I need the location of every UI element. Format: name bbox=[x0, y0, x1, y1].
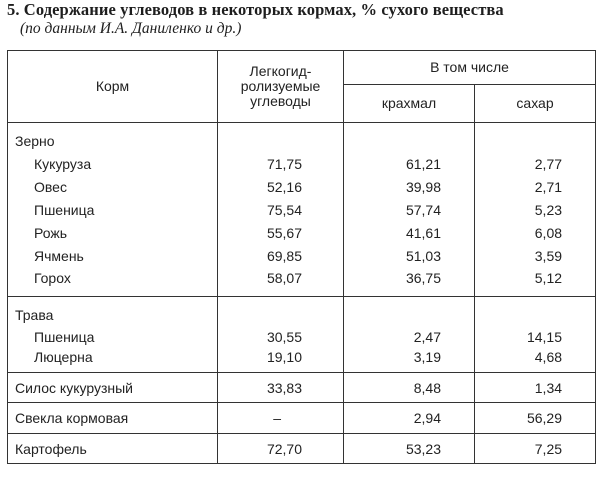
table-title: 5. Содержание углеводов в некоторых кормах, % сухого вещества bbox=[7, 0, 504, 19]
row-sugar: 7,25 bbox=[475, 434, 596, 464]
row-total: 30,55 bbox=[218, 326, 344, 349]
row-name: Люцерна bbox=[8, 349, 218, 373]
row-total: 52,16 bbox=[218, 176, 344, 199]
header-easily-hydrolyzable-line-1: Легкогид- bbox=[249, 63, 312, 79]
row-sugar: 2,71 bbox=[475, 176, 596, 199]
row-name: Пшеница bbox=[34, 329, 95, 345]
row-starch: 61,21 bbox=[344, 153, 475, 176]
row-total: 69,85 bbox=[218, 245, 344, 268]
group-label-grain: Зерно bbox=[15, 132, 55, 149]
group-label-grass: Трава bbox=[15, 306, 54, 323]
group-header-row bbox=[8, 123, 596, 153]
row-sugar: 14,15 bbox=[475, 326, 596, 349]
row-total: 71,75 bbox=[218, 153, 344, 176]
row-name: Кукуруза bbox=[34, 156, 92, 172]
row-name: Силос кукурузный bbox=[8, 373, 218, 403]
row-sugar: 5,23 bbox=[475, 199, 596, 222]
header-sugar: сахар bbox=[475, 85, 596, 123]
row-total: 72,70 bbox=[218, 434, 344, 464]
row-starch: 51,03 bbox=[344, 245, 475, 268]
row-starch: 39,98 bbox=[344, 176, 475, 199]
row-name: Овес bbox=[34, 179, 67, 195]
row-starch: 2,47 bbox=[344, 326, 475, 349]
row-name: Картофель bbox=[8, 434, 218, 464]
row-starch: 8,48 bbox=[344, 373, 475, 403]
row-sugar: 5,12 bbox=[475, 268, 596, 297]
row-name: Пшеница bbox=[34, 202, 95, 218]
row-sugar: 56,29 bbox=[475, 403, 596, 434]
row-name: Горох bbox=[8, 268, 218, 297]
row-starch: 3,19 bbox=[344, 349, 475, 373]
table-row bbox=[8, 373, 596, 403]
table-row bbox=[8, 268, 596, 297]
row-total: 55,67 bbox=[218, 222, 344, 245]
row-name: Ячмень bbox=[34, 248, 84, 264]
row-name: Свекла кормовая bbox=[8, 403, 218, 434]
header-easily-hydrolyzable bbox=[218, 51, 344, 123]
row-sugar: 4,68 bbox=[475, 349, 596, 373]
row-starch: 41,61 bbox=[344, 222, 475, 245]
table-subtitle: (по данным И.А. Даниленко и др.) bbox=[20, 20, 242, 37]
table-row bbox=[8, 245, 596, 268]
table-row bbox=[8, 349, 596, 373]
table-row bbox=[8, 176, 596, 199]
header-easily-hydrolyzable-line-2: ролизуемые bbox=[240, 78, 321, 94]
row-starch: 53,23 bbox=[344, 434, 475, 464]
row-name: Рожь bbox=[34, 225, 68, 241]
table-row bbox=[8, 199, 596, 222]
carbohydrates-table bbox=[7, 50, 596, 464]
row-total: – bbox=[218, 403, 344, 434]
header-starch: крахмал bbox=[344, 85, 475, 123]
row-starch: 2,94 bbox=[344, 403, 475, 434]
table-row bbox=[8, 403, 596, 434]
table-row bbox=[8, 222, 596, 245]
row-total: 33,83 bbox=[218, 373, 344, 403]
row-sugar: 1,34 bbox=[475, 373, 596, 403]
row-sugar: 3,59 bbox=[475, 245, 596, 268]
table-row bbox=[8, 326, 596, 349]
header-including: В том числе bbox=[344, 51, 596, 85]
row-total: 19,10 bbox=[218, 349, 344, 373]
row-total: 75,54 bbox=[218, 199, 344, 222]
row-sugar: 6,08 bbox=[475, 222, 596, 245]
row-total: 58,07 bbox=[218, 268, 344, 297]
header-feed: Корм bbox=[8, 51, 218, 123]
row-starch: 57,74 bbox=[344, 199, 475, 222]
table-row bbox=[8, 434, 596, 464]
header-easily-hydrolyzable-line-3: углеводы bbox=[250, 93, 311, 109]
row-starch: 36,75 bbox=[344, 268, 475, 297]
group-header-row bbox=[8, 297, 596, 326]
table-row bbox=[8, 153, 596, 176]
row-sugar: 2,77 bbox=[475, 153, 596, 176]
